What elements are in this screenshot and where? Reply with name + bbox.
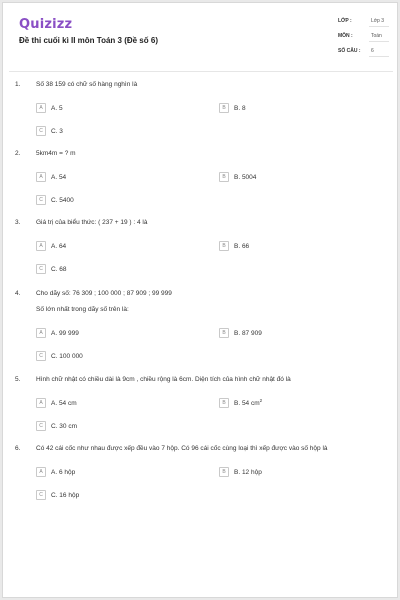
- answer-option-c[interactable]: [36, 264, 67, 274]
- answer-option-b[interactable]: [219, 398, 262, 408]
- option-text: [234, 330, 262, 337]
- option-text: [51, 105, 63, 112]
- option-letter-box[interactable]: B: [219, 172, 229, 182]
- option-text-main: B. 66: [234, 242, 250, 250]
- option-text: [51, 423, 77, 430]
- question-number: 6.: [15, 445, 21, 452]
- option-text-main: C. 16 hộp: [51, 491, 80, 499]
- option-letter-box[interactable]: B: [219, 241, 229, 251]
- answer-option-a[interactable]: [36, 398, 77, 408]
- answer-option-a[interactable]: [36, 241, 66, 251]
- question-subtext: Số lớn nhất trong dãy số trên là:: [36, 306, 129, 313]
- meta-subject-label: MÔN :: [338, 33, 353, 39]
- option-text-main: B. 54 cm: [234, 400, 260, 408]
- question-text: Hình chữ nhật có chiều dài là 9cm , chiều rộng là 6cm. Diện tích của hình chữ nhật đó là: [36, 376, 291, 383]
- meta-class-value: Lớp 3: [371, 18, 385, 24]
- option-text-main: C. 100 000: [51, 352, 83, 360]
- option-text-main: A. 64: [51, 242, 67, 250]
- answer-option-c[interactable]: [36, 490, 79, 500]
- option-letter-box[interactable]: C: [36, 351, 46, 361]
- option-letter-box[interactable]: B: [219, 103, 229, 113]
- quizizz-logo: Quizizz: [19, 17, 73, 32]
- answer-option-c[interactable]: [36, 351, 83, 361]
- option-text-main: B. 8: [234, 104, 246, 112]
- question-number: 3.: [15, 219, 21, 226]
- option-text-main: C. 30 cm: [51, 422, 78, 430]
- option-text: [51, 330, 79, 337]
- option-letter-box[interactable]: C: [36, 490, 46, 500]
- answer-option-c[interactable]: [36, 126, 63, 136]
- answer-option-c[interactable]: [36, 421, 77, 431]
- option-text: [51, 400, 77, 407]
- answer-option-b[interactable]: [219, 467, 262, 477]
- option-letter-box[interactable]: B: [219, 467, 229, 477]
- option-letter-box[interactable]: C: [36, 195, 46, 205]
- question-number: 4.: [15, 290, 21, 297]
- question-text: Có 42 cái cốc như nhau được xếp đều vào 7 hộp. Có 96 cái cốc cùng loại thì xếp được vào số hộp là: [36, 445, 328, 452]
- question-text: Cho dãy số: 76 309 ; 100 000 ; 87 909 ; 99 999: [36, 290, 172, 297]
- question-text: Giá trị của biểu thức: ( 237 + 19 ) : 4 là: [36, 219, 148, 226]
- header-divider: [9, 71, 393, 72]
- option-letter-box[interactable]: A: [36, 467, 46, 477]
- option-letter-box[interactable]: A: [36, 328, 46, 338]
- option-letter-box[interactable]: C: [36, 264, 46, 274]
- option-text-main: A. 99 999: [51, 329, 79, 337]
- question-number: 5.: [15, 376, 21, 383]
- option-letter-box[interactable]: C: [36, 421, 46, 431]
- answer-option-a[interactable]: [36, 467, 75, 477]
- question-text: 5km4m = ? m: [36, 150, 76, 157]
- option-letter-box[interactable]: C: [36, 126, 46, 136]
- option-letter-box[interactable]: A: [36, 398, 46, 408]
- meta-count-label: SỐ CÂU :: [338, 48, 361, 54]
- option-text-main: A. 5: [51, 104, 63, 112]
- meta-count-value: 6: [371, 48, 374, 54]
- meta-underline: [369, 26, 389, 27]
- answer-option-a[interactable]: [36, 172, 66, 182]
- question-number: 2.: [15, 150, 21, 157]
- option-text: [234, 243, 249, 250]
- option-text-main: A. 54 cm: [51, 399, 77, 407]
- option-letter-box[interactable]: A: [36, 103, 46, 113]
- option-text-main: B. 12 hộp: [234, 468, 262, 476]
- worksheet-page: [2, 2, 398, 598]
- worksheet-title: Đề thi cuối kì II môn Toán 3 (Đề số 6): [19, 36, 158, 45]
- option-text: [51, 353, 83, 360]
- option-text-main: C. 5400: [51, 196, 74, 204]
- option-text: [51, 128, 63, 135]
- meta-underline: [369, 41, 389, 42]
- question-text: Số 38 159 có chữ số hàng nghìn là: [36, 81, 138, 88]
- option-text-main: A. 54: [51, 173, 67, 181]
- option-text-main: C. 3: [51, 127, 63, 135]
- option-letter-box[interactable]: B: [219, 398, 229, 408]
- option-text: [51, 174, 66, 181]
- answer-option-a[interactable]: [36, 103, 63, 113]
- option-text-main: A. 6 hộp: [51, 468, 76, 476]
- option-text: [51, 243, 66, 250]
- answer-option-a[interactable]: [36, 328, 79, 338]
- option-letter-box[interactable]: A: [36, 241, 46, 251]
- option-text-main: B. 5004: [234, 173, 257, 181]
- option-text-main: B. 87 909: [234, 329, 262, 337]
- answer-option-c[interactable]: [36, 195, 74, 205]
- answer-option-b[interactable]: [219, 328, 262, 338]
- option-letter-box[interactable]: A: [36, 172, 46, 182]
- option-letter-box[interactable]: B: [219, 328, 229, 338]
- answer-option-b[interactable]: [219, 172, 256, 182]
- answer-option-b[interactable]: [219, 103, 246, 113]
- option-text-main: C. 68: [51, 265, 67, 273]
- option-text: [51, 492, 79, 499]
- option-text: [51, 266, 67, 273]
- option-superscript: 2: [259, 398, 263, 404]
- meta-class-label: LỚP :: [338, 18, 352, 24]
- option-text: [51, 469, 75, 476]
- option-text: [51, 197, 74, 204]
- meta-subject-value: Toán: [371, 33, 382, 39]
- option-text: [234, 398, 262, 407]
- question-number: 1.: [15, 81, 21, 88]
- option-text: [234, 105, 246, 112]
- meta-underline: [369, 56, 389, 57]
- answer-option-b[interactable]: [219, 241, 249, 251]
- option-text: [234, 174, 256, 181]
- option-text: [234, 469, 262, 476]
